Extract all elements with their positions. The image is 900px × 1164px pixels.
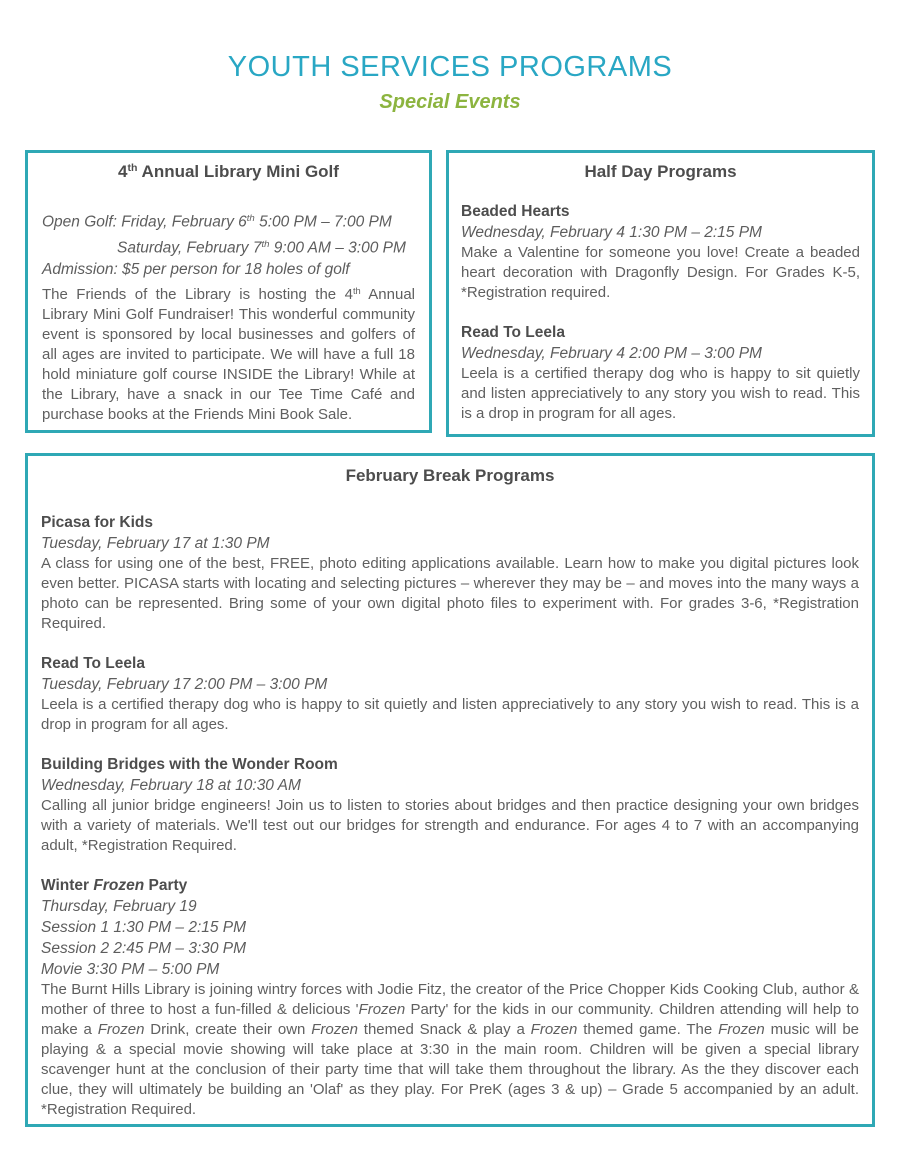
program-read-to-leela-feb [41, 653, 859, 735]
february-break-box-title: February Break Programs [345, 466, 555, 485]
program-date: Wednesday, February 4 1:30 PM – 2:15 PM [461, 224, 762, 242]
program-beaded-hearts [461, 201, 860, 303]
page-header [0, 0, 900, 114]
mini-golf-box-title: 4th Annual Library Mini Golf [118, 162, 339, 181]
program-description: Make a Valentine for someone you love! Create a beaded heart decoration with Dragonfly Design. For Grades K-5, *Registration required. [461, 244, 860, 302]
mini-golf-box [25, 150, 432, 433]
program-date: Movie 3:30 PM – 5:00 PM [41, 961, 220, 979]
program-name: Building Bridges with the Wonder Room [41, 756, 338, 774]
page-title: YOUTH SERVICES PROGRAMS [227, 51, 673, 83]
half-day-box-title: Half Day Programs [584, 162, 737, 181]
program-description: Leela is a certified therapy dog who is happy to sit quietly and listen appreciatively to any story you wish to read. This is a drop in program for all ages. [461, 365, 860, 423]
program-read-to-leela [461, 322, 860, 424]
top-box-row [25, 150, 875, 437]
program-description: The Burnt Hills Library is joining wintry forces with Jodie Fitz, the creator of the Price Chopper Kids Cooking Club, author & mother of three to host a fun-filled & delicious 'Frozen Party' for the kids in our community. Children attending will help to make a Frozen Drink, create their own Frozen themed Snack & play a Frozen themed game. The Frozen music will be playing & a special movie showing will take place at 3:30 in the main room. Children will be given a special library scavenger hunt at the conclusion of their party time that will take them throughout the library. As the they discover each clue, they will ultimately be building an 'Olaf' as they play. For PreK (ages 3 & up) – Grade 5 accompanied by an adult. *Registration Required. [41, 981, 860, 1119]
program-name: Beaded Hearts [461, 203, 570, 221]
program-date: Session 2 2:45 PM – 3:30 PM [41, 940, 247, 958]
program-description: Leela is a certified therapy dog who is happy to sit quietly and listen appreciatively to any story you wish to read. This is a drop in program for all ages. [41, 696, 859, 734]
program-picasa-for-kids [41, 512, 859, 634]
program-building-bridges [41, 754, 859, 856]
february-break-box [25, 453, 875, 1127]
mini-golf-schedule-line-1: Open Golf: Friday, February 6th 5:00 PM – 7:00 PM [42, 213, 392, 231]
program-name: Read To Leela [461, 324, 565, 342]
program-description: Calling all junior bridge engineers! Join us to listen to stories about bridges and then practice designing your own bridges with a variety of materials. We'll test out our bridges for strength and endurance. For ages 4 to 7 with an accompanying adult, *Registration Required. [41, 797, 859, 855]
mini-golf-description: The Friends of the Library is hosting the 4th Annual Library Mini Golf Fundraiser! This wonderful community event is sponsored by local businesses and golfers of all ages are invited to participate. We will have a full 18 hold miniature golf course INSIDE the Library! While at the Library, have a snack in our Tee Time Café and purchase books at the Friends Mini Book Sale. [42, 285, 416, 423]
program-date: Wednesday, February 18 at 10:30 AM [41, 777, 301, 795]
program-date: Session 1 1:30 PM – 2:15 PM [41, 919, 247, 937]
program-name: Read To Leela [41, 655, 145, 673]
program-name: Picasa for Kids [41, 514, 153, 532]
half-day-box [446, 150, 875, 437]
program-name: Winter Frozen Party [41, 877, 188, 895]
program-winter-frozen-party [41, 875, 859, 1120]
program-date: Tuesday, February 17 2:00 PM – 3:00 PM [41, 676, 328, 694]
program-date: Wednesday, February 4 2:00 PM – 3:00 PM [461, 345, 762, 363]
mini-golf-admission-line: Admission: $5 per person for 18 holes of golf [42, 260, 350, 278]
program-date: Tuesday, February 17 at 1:30 PM [41, 535, 270, 553]
mini-golf-schedule-line-2: Saturday, February 7th 9:00 AM – 3:00 PM [117, 238, 406, 256]
program-date: Thursday, February 19 [41, 898, 197, 916]
program-description: A class for using one of the best, FREE, photo editing applications available. Learn how to make you digital pictures look even better. PICASA starts with locating and selecting pictures – wherever they may be – and moves into the many ways a photo can be represented. Bring some of your own digital photo files to experiment with. For grades 3-6, *Registration Required. [41, 555, 859, 633]
page-subtitle: Special Events [379, 90, 521, 113]
